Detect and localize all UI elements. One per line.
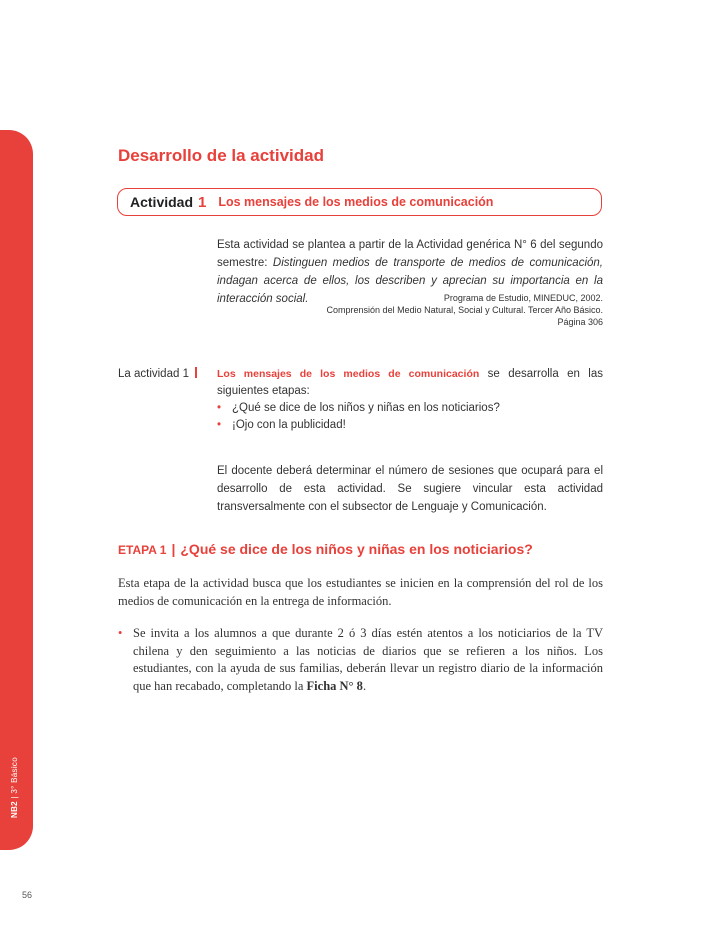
list-item [118,625,603,695]
stages-list [217,400,603,434]
activity-label: Actividad [130,194,194,210]
ficha-reference: Ficha N° 8 [306,678,363,693]
intro-italic-text: Distinguen medios de transporte de medios de comunicación, indagan acerca de ellos, los describen y aprecian su importancia en la interacción social. [217,257,603,305]
list-item [217,400,603,417]
bullet-icon: • [118,626,123,640]
grade-text: 3° Básico [10,757,19,794]
etapa-bullet-end: . [362,678,367,693]
etapa-1-heading [118,541,533,557]
page-title: Desarrollo de la actividad [118,146,324,165]
level-separator: | [10,796,19,799]
etapa-1-description: Esta etapa de la actividad busca que los estudiantes se inicien en la comprensión del rol de los medios de comunicación en la entrega de información. [118,576,603,608]
citation-line-1: Programa de Estudio, MINEDUC, 2002. [443,293,603,303]
teacher-note-paragraph: El docente deberá determinar el número de sesiones que ocupará para el desarrollo de esta actividad. Se sugiere vincular esta actividad transversalmente con el subsector de Lenguaje y Comunicación. [217,465,603,513]
stages-side-label [118,367,197,380]
bullet-icon: • [217,419,222,431]
source-citation [217,292,603,328]
stages-intro [217,366,603,400]
etapa-bullet-text: Se invita a los alumnos a que durante 2 ó 3 días estén atentos a los noticiarios de la TV chilena y den seguimiento a las noticias de diarios que se refieren a los niños. Los estudiantes, con la ayuda de sus familias, deberán llevar un registro diario de la información que han recabado, completando la [133,626,603,693]
etapa-tag: ETAPA 1 [118,543,167,557]
intro-plain-text: Esta actividad se plantea a partir de la Actividad genérica N° 6 del segundo semestre: [217,239,603,269]
stage-item-text: ¿Qué se dice de los niños y niñas en los noticiarios? [232,402,500,414]
bullet-icon: • [217,402,222,414]
activity-number: 1 [198,193,207,211]
list-item [217,417,603,434]
stages-rest: se desarrolla en las siguientes etapas: [217,368,603,397]
etapa-1-list [118,625,603,695]
sidebar-grade-label [10,738,19,818]
citation-line-2: Comprensión del Medio Natural, Social y Cultural. Tercer Año Básico. [326,305,603,315]
stage-item-text: ¡Ojo con la publicidad! [232,419,346,431]
stages-overview [217,366,603,434]
side-label-text: La actividad 1 [118,368,189,380]
activity-header-box [117,188,602,216]
citation-line-3: Página 306 [557,317,603,327]
level-text: NB2 [10,801,19,818]
page-number: 56 [22,890,33,900]
etapa-separator: | [171,541,176,557]
stages-highlight: Los mensajes de los medios de comunicación [217,368,480,380]
etapa-title: ¿Qué se dice de los niños y niñas en los noticiarios? [180,541,533,557]
side-label-bar [195,367,197,378]
activity-title: Los mensajes de los medios de comunicación [218,195,494,209]
